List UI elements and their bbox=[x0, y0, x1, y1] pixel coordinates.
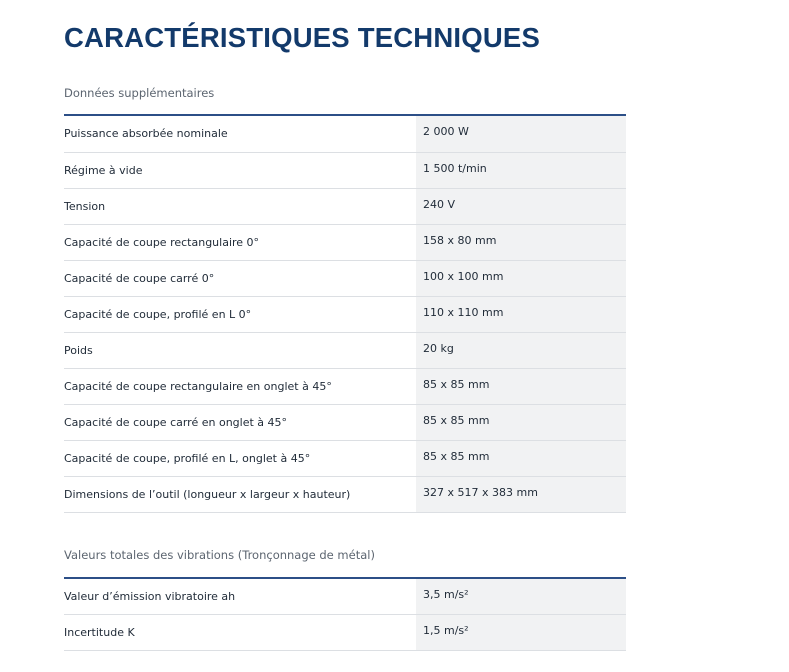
table-row bbox=[64, 441, 626, 477]
spec-value: 240 V bbox=[416, 189, 626, 224]
spec-label: Régime à vide bbox=[64, 164, 143, 177]
table-row bbox=[64, 477, 626, 513]
spec-value: 1,5 m/s² bbox=[416, 615, 626, 650]
spec-value: 85 x 85 mm bbox=[416, 405, 626, 440]
spec-value: 100 x 100 mm bbox=[416, 261, 626, 296]
spec-label: Incertitude K bbox=[64, 626, 135, 639]
table-row bbox=[64, 189, 626, 225]
spec-value: 1 500 t/min bbox=[416, 153, 626, 188]
table-row bbox=[64, 333, 626, 369]
spec-value: 327 x 517 x 383 mm bbox=[416, 477, 626, 512]
specs-table-additional-data bbox=[64, 114, 626, 513]
table-row bbox=[64, 405, 626, 441]
specs-table-vibrations bbox=[64, 577, 626, 651]
spec-label: Capacité de coupe carré 0° bbox=[64, 272, 215, 285]
spec-value: 3,5 m/s² bbox=[416, 579, 626, 614]
table-row bbox=[64, 153, 626, 189]
section-title-additional-data: Données supplémentaires bbox=[64, 86, 215, 100]
table-row bbox=[64, 116, 626, 153]
table-row bbox=[64, 261, 626, 297]
spec-value: 85 x 85 mm bbox=[416, 369, 626, 404]
spec-label: Valeur d’émission vibratoire ah bbox=[64, 590, 236, 603]
spec-label: Puissance absorbée nominale bbox=[64, 127, 228, 140]
spec-label: Tension bbox=[64, 200, 106, 213]
table-row bbox=[64, 297, 626, 333]
table-row bbox=[64, 579, 626, 615]
table-row bbox=[64, 369, 626, 405]
spec-value: 110 x 110 mm bbox=[416, 297, 626, 332]
table-row bbox=[64, 615, 626, 651]
spec-label: Poids bbox=[64, 344, 93, 357]
spec-label: Capacité de coupe rectangulaire en onglet à 45° bbox=[64, 380, 332, 393]
spec-label: Capacité de coupe, profilé en L 0° bbox=[64, 308, 252, 321]
table-row bbox=[64, 225, 626, 261]
spec-label: Capacité de coupe carré en onglet à 45° bbox=[64, 416, 288, 429]
spec-value: 85 x 85 mm bbox=[416, 441, 626, 476]
spec-label: Dimensions de l’outil (longueur x largeur x hauteur) bbox=[64, 488, 351, 501]
spec-value: 20 kg bbox=[416, 333, 626, 368]
page-title: CARACTÉRISTIQUES TECHNIQUES bbox=[64, 22, 540, 53]
spec-label: Capacité de coupe, profilé en L, onglet à 45° bbox=[64, 452, 311, 465]
section-title-vibrations: Valeurs totales des vibrations (Tronçonnage de métal) bbox=[64, 548, 375, 562]
spec-value: 158 x 80 mm bbox=[416, 225, 626, 260]
spec-value: 2 000 W bbox=[416, 116, 626, 152]
spec-label: Capacité de coupe rectangulaire 0° bbox=[64, 236, 260, 249]
